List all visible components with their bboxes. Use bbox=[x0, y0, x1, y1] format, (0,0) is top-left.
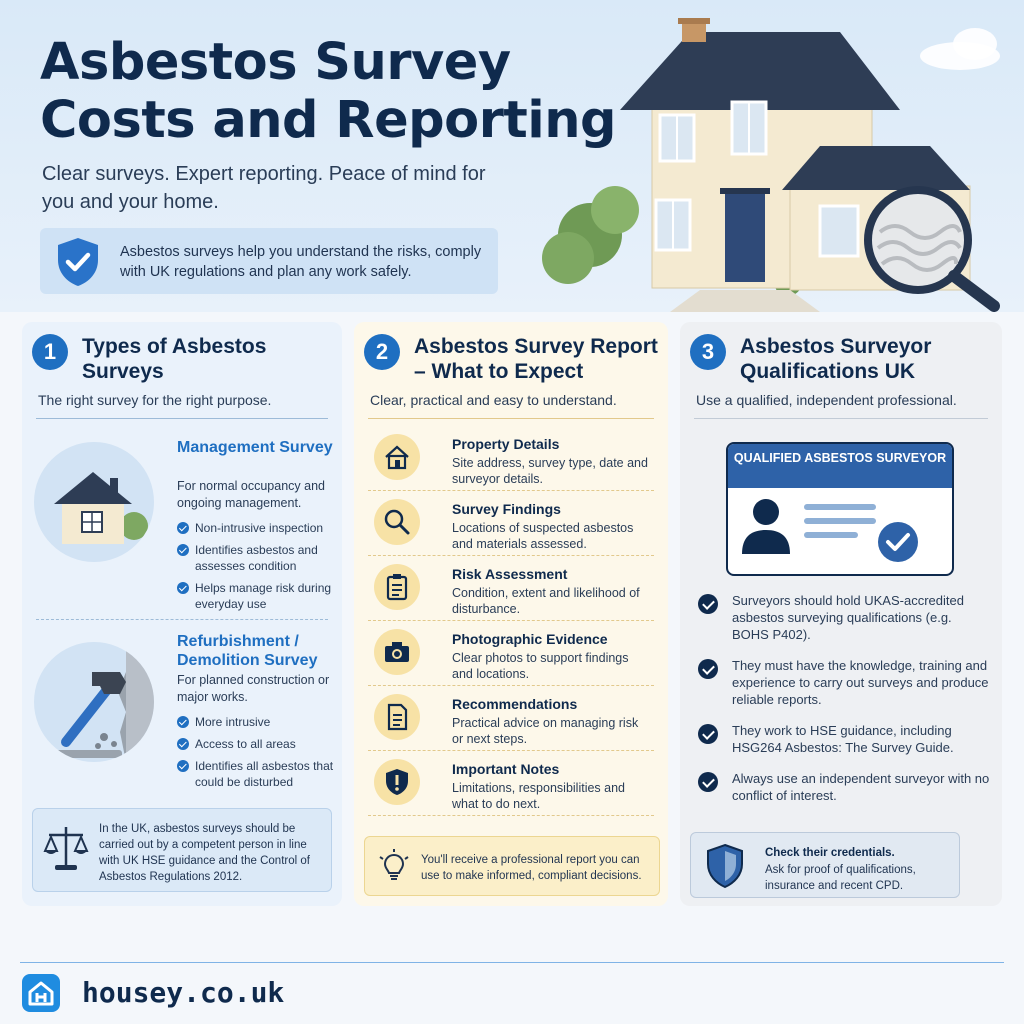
check-icon bbox=[698, 772, 718, 792]
report-item-title: Survey Findings bbox=[452, 501, 561, 517]
report-item-property-details bbox=[368, 426, 654, 491]
scales-icon bbox=[43, 823, 89, 873]
divider bbox=[36, 619, 328, 620]
list-item: They must have the knowledge, training and experience to carry out surveys and produce reliable reports. bbox=[696, 657, 992, 708]
brand-name[interactable]: housey.co.uk bbox=[82, 976, 285, 1009]
id-card-label: QUALIFIED ASBESTOS SURVEYOR bbox=[728, 444, 952, 488]
intro-callout bbox=[40, 228, 498, 294]
report-item-desc: Limitations, responsibilities and what to do next. bbox=[452, 781, 626, 811]
hero-header bbox=[0, 0, 1024, 312]
lightbulb-icon bbox=[377, 849, 411, 883]
check-icon bbox=[177, 522, 189, 534]
surveyor-id-card bbox=[726, 442, 954, 576]
report-item-desc: Locations of suspected asbestos and materials assessed. bbox=[452, 521, 634, 551]
list-item: Access to all areas bbox=[177, 736, 342, 752]
credentials-note-text: Ask for proof of qualifications, insurance and recent CPD. bbox=[765, 864, 916, 892]
report-item-title: Recommendations bbox=[452, 696, 578, 712]
report-item-desc: Clear photos to support findings and locations. bbox=[452, 651, 629, 681]
report-item-title: Property Details bbox=[452, 436, 560, 452]
report-item-survey-findings bbox=[368, 491, 654, 556]
report-item-photographic-evidence bbox=[368, 621, 654, 686]
section-subtitle: Clear, practical and easy to understand. bbox=[370, 392, 617, 408]
section-number: 2 bbox=[364, 334, 400, 370]
section-subtitle: Use a qualified, independent professional. bbox=[696, 392, 957, 408]
divider bbox=[694, 418, 988, 419]
management-survey-desc: For normal occupancy and ongoing management. bbox=[177, 479, 325, 510]
magnifier-icon bbox=[374, 499, 420, 545]
check-icon bbox=[177, 760, 189, 772]
qualifications-panel bbox=[680, 322, 1002, 906]
clipboard-icon bbox=[374, 564, 420, 610]
warning-shield-icon bbox=[374, 759, 420, 805]
list-item: Helps manage risk during everyday use bbox=[177, 580, 342, 612]
report-item-title: Photographic Evidence bbox=[452, 631, 608, 647]
management-survey-points bbox=[177, 520, 342, 618]
house-icon bbox=[34, 442, 154, 562]
divider bbox=[368, 418, 654, 419]
section-number: 3 bbox=[690, 334, 726, 370]
section-title: Types of Asbestos Surveys bbox=[82, 335, 267, 383]
report-note-text: You'll receive a professional report you can use to make informed, compliant decisions. bbox=[421, 854, 642, 882]
section-subtitle: The right survey for the right purpose. bbox=[38, 392, 272, 408]
list-item: Non-intrusive inspection bbox=[177, 520, 342, 536]
check-icon bbox=[177, 582, 189, 594]
check-icon bbox=[177, 716, 189, 728]
camera-icon bbox=[374, 629, 420, 675]
brand-logo-icon bbox=[22, 974, 60, 1012]
list-item: Surveyors should hold UKAS-accredited asbestos surveying qualifications (e.g. BOHS P402). bbox=[696, 592, 992, 643]
house-icon bbox=[374, 434, 420, 480]
report-item-desc: Condition, extent and likelihood of disturbance. bbox=[452, 586, 640, 616]
document-icon bbox=[374, 694, 420, 740]
house-illustration bbox=[520, 0, 1024, 312]
report-item-risk-assessment bbox=[368, 556, 654, 621]
list-item: Identifies all asbestos that could be disturbed bbox=[177, 758, 342, 790]
check-icon bbox=[177, 738, 189, 750]
report-item-desc: Site address, survey type, date and surveyor details. bbox=[452, 456, 648, 486]
id-card-body bbox=[728, 488, 952, 576]
check-icon bbox=[177, 544, 189, 556]
check-icon bbox=[698, 724, 718, 744]
survey-types-panel bbox=[22, 322, 342, 906]
credentials-note-title: Check their credentials. bbox=[765, 847, 895, 859]
regulation-note bbox=[32, 808, 332, 892]
list-item: More intrusive bbox=[177, 714, 342, 730]
check-icon bbox=[698, 594, 718, 614]
refurbishment-survey-desc: For planned construction or major works. bbox=[177, 673, 330, 704]
regulation-note-text: In the UK, asbestos surveys should be carried out by a competent person in line with UK HSE guidance and the Control of Asbestos Regulations 2012. bbox=[99, 823, 310, 883]
hammer-icon bbox=[34, 642, 154, 762]
report-note bbox=[364, 836, 660, 896]
qualification-points bbox=[696, 592, 992, 818]
report-item-desc: Practical advice on managing risk or next steps. bbox=[452, 716, 639, 746]
list-item: Identifies asbestos and assesses condition bbox=[177, 542, 342, 574]
section-title: Asbestos Survey Report – What to Expect bbox=[414, 335, 658, 383]
list-item: Always use an independent surveyor with no conflict of interest. bbox=[696, 770, 992, 804]
footer-divider bbox=[20, 962, 1004, 963]
report-panel bbox=[354, 322, 668, 906]
credentials-note bbox=[690, 832, 960, 898]
divider bbox=[36, 418, 328, 419]
report-item-title: Risk Assessment bbox=[452, 566, 568, 582]
report-item-important-notes bbox=[368, 751, 654, 816]
refurbishment-survey-points bbox=[177, 714, 342, 796]
person-icon bbox=[728, 488, 954, 576]
page-title: Asbestos Survey Costs and Reporting bbox=[40, 33, 617, 150]
section-number: 1 bbox=[32, 334, 68, 370]
management-survey-title: Management Survey bbox=[177, 439, 333, 456]
shield-check-icon bbox=[54, 236, 102, 288]
intro-text: Asbestos surveys help you understand the risks, comply with UK regulations and plan any work safely. bbox=[120, 244, 482, 280]
list-item: They work to HSE guidance, including HSG264 Asbestos: The Survey Guide. bbox=[696, 722, 992, 756]
section-title: Asbestos Surveyor Qualifications UK bbox=[740, 335, 932, 383]
report-item-recommendations bbox=[368, 686, 654, 751]
shield-icon bbox=[705, 843, 745, 889]
report-item-title: Important Notes bbox=[452, 761, 560, 777]
check-icon bbox=[698, 659, 718, 679]
page-subtitle: Clear surveys. Expert reporting. Peace of mind for you and your home. bbox=[42, 163, 486, 213]
refurbishment-survey-title: Refurbishment / Demolition Survey bbox=[177, 633, 318, 669]
